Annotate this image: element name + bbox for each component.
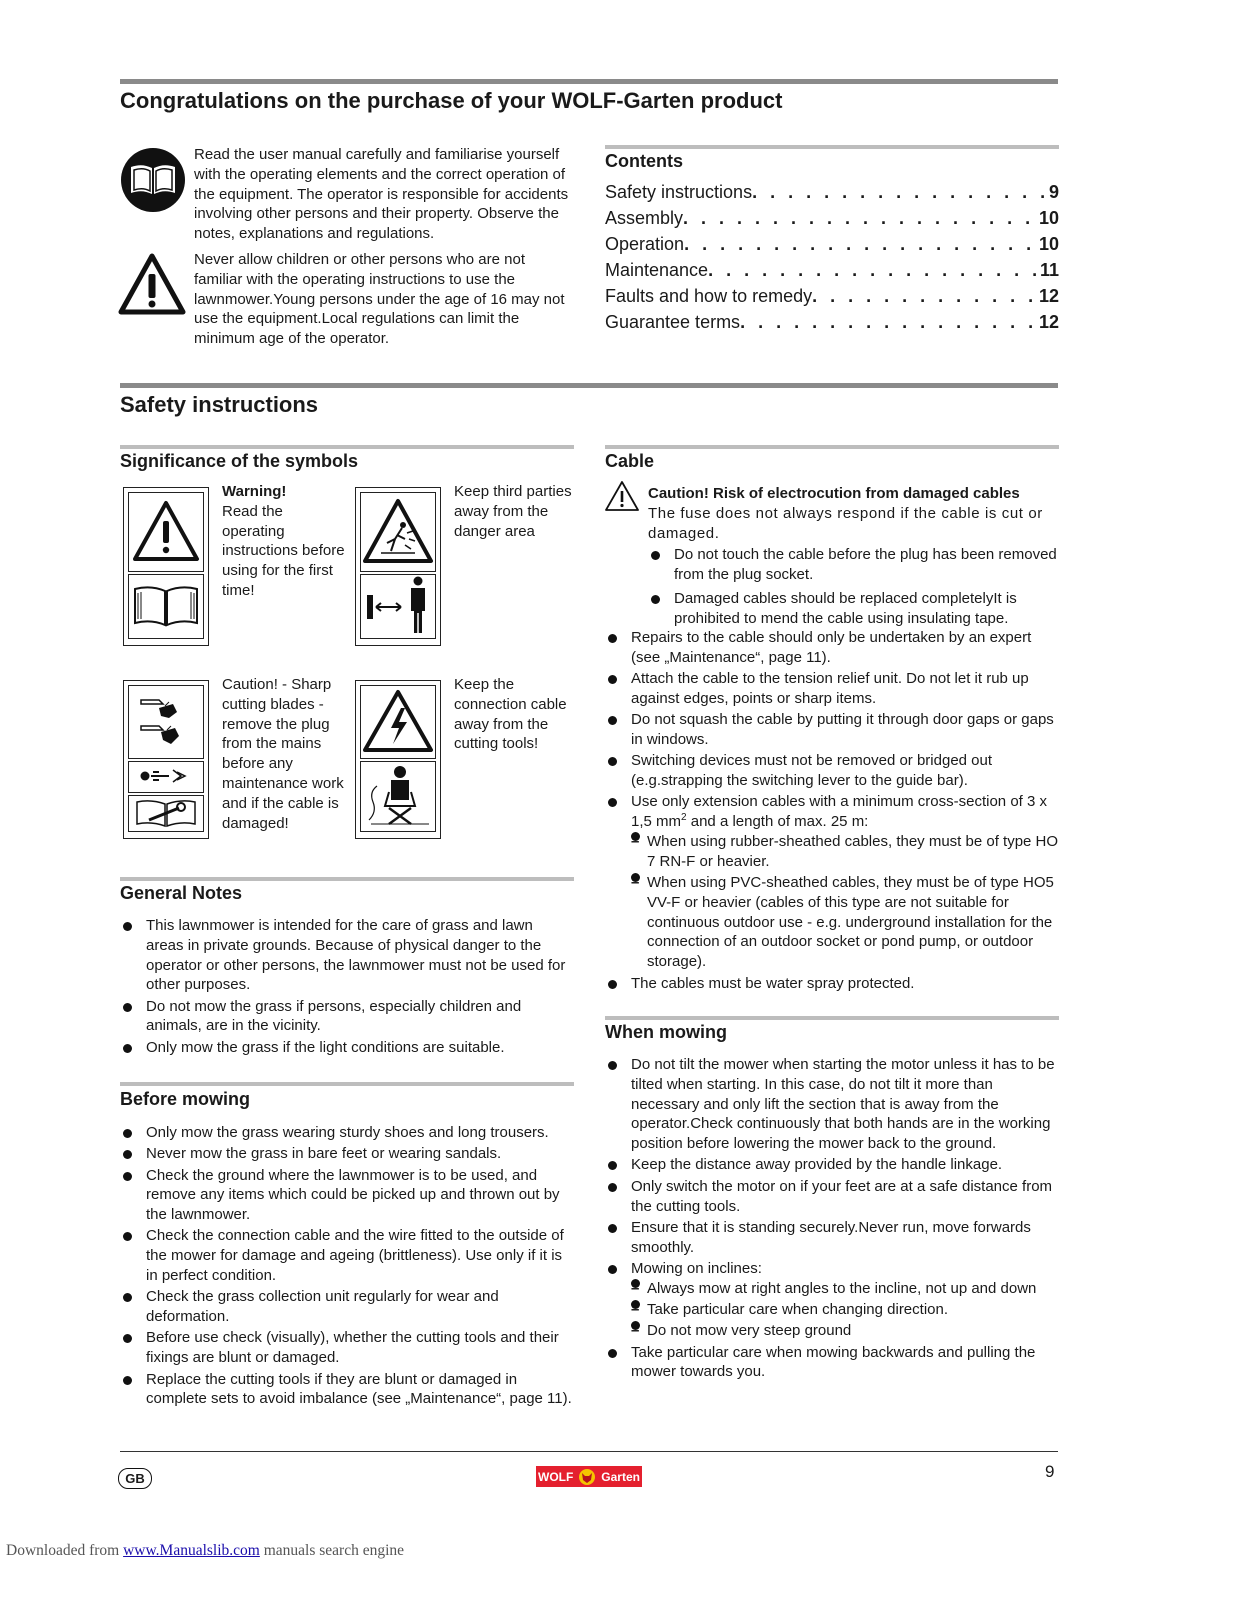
list-item: Check the connection cable and the wire fitted to the outside of the mower for damage and ageing (brittleness). Use only if it is in perfect condition.: [120, 1226, 574, 1285]
cable-title: Cable: [605, 451, 655, 471]
toc-item[interactable]: Safety instructions . . . 9: [605, 182, 1059, 208]
download-note: Downloaded from www.Manualslib.com manuals search engine: [6, 1542, 405, 1559]
dash-item: – Do not mow very steep ground: [631, 1321, 1059, 1341]
general-rule: [120, 877, 574, 881]
book-icon: [120, 147, 186, 213]
manualslib-link[interactable]: www.Manualslib.com: [123, 1542, 260, 1559]
dash-item: – When using rubber-sheathed cables, they must be of type HO 7 RN-F or heavier.: [631, 832, 1059, 872]
unplug-icon: [129, 762, 203, 790]
when-mowing-title: When mowing: [605, 1022, 727, 1042]
dash-item: – Take particular care when changing direction.: [631, 1300, 1059, 1320]
mowing-rule: [605, 1016, 1059, 1020]
warning-triangle-icon: [129, 493, 203, 569]
list-item: This lawnmower is intended for the care of grass and lawn areas in private grounds. Because of physical danger to the operator or other persons, the lawnmower must not be used for other purposes.: [120, 916, 574, 995]
list-item: Attach the cable to the tension relief unit. Do not let it rub up against edges, points or sharp items.: [605, 669, 1059, 709]
list-item: Before use check (visually), whether the cutting tools and their fixings are blunt or damaged.: [120, 1328, 574, 1368]
when-mowing-list: [605, 1055, 1059, 1384]
before-mowing-title: Before mowing: [120, 1089, 251, 1109]
contents-list: [605, 182, 1059, 338]
list-item-extension-cables: Use only extension cables with a minimum cross-section of 3 x 1,5 $mm^2$ and a length of max. 25 m: – When using rubber-sheathed cables, they must be of type HO 7 RN-F or heavier. – When using PVC-sheathed cables, they must be of type HO5 VV-F or heavier (cables of this type are not suitable for continuous outdoor use - e.g. underground installation for the connection of an outdoor socket or pond pump, or outdoor storage).: [605, 792, 1059, 972]
list-item: Switching devices must not be removed or bridged out (e.g.strapping the switching lever to the guide bar).: [605, 751, 1059, 791]
list-item: Keep the distance away provided by the handle linkage.: [605, 1155, 1059, 1175]
list-item: The cables must be water spray protected.: [605, 974, 1059, 994]
manual-wrench-icon: [129, 796, 203, 829]
list-item: Do not squash the cable by putting it through door gaps or gaps in windows.: [605, 710, 1059, 750]
list-item: Never mow the grass in bare feet or wearing sandals.: [120, 1144, 574, 1164]
toc-item[interactable]: Operation . . . 10: [605, 234, 1059, 260]
caution-triangle-icon: [604, 480, 640, 512]
list-item: Do not tilt the mower when starting the motor unless it has to be tilted when starting. In this case, do not tilt it more than necessary and only lift the section that is away from the operator.Check continuously that both hands are in the working position before lowering the mower back to the ground.: [605, 1055, 1059, 1154]
warning-triangle-icon: [118, 252, 186, 316]
cable-list: [605, 628, 1059, 995]
country-badge: GB: [118, 1468, 152, 1489]
symbols-title: Significance of the symbols: [120, 451, 359, 471]
safety-title: Safety instructions: [120, 392, 319, 417]
before-mowing-list: [120, 1123, 574, 1411]
toc-item[interactable]: Assembly . . . 10: [605, 208, 1059, 234]
cutting-blade-hand-icon: [129, 686, 203, 756]
toc-item[interactable]: Maintenance . . . 11: [605, 260, 1059, 286]
warning-symbol-text: Warning! Read the operating instructions before using for the first time!: [222, 483, 345, 599]
wolf-garten-logo: WOLF Garten: [536, 1466, 642, 1487]
list-item: Check the grass collection unit regularly for wear and deformation.: [120, 1287, 574, 1327]
dash-item: – When using PVC-sheathed cables, they must be of type HO5 VV-F or heavier (cables of this type are not suitable for continuous outdoor use - e.g. underground installation for the connection of an outdoor socket or pond pump, or outdoor storage).: [631, 873, 1059, 972]
list-item: Only mow the grass if the light conditions are suitable.: [120, 1038, 574, 1058]
third-parties-text: Keep third parties away from the danger area: [454, 483, 572, 540]
toc-item[interactable]: Faults and how to remedy . . . 12: [605, 286, 1059, 312]
wolf-head-icon: [578, 1468, 596, 1486]
list-item: Only mow the grass wearing sturdy shoes and long trousers.: [120, 1123, 574, 1143]
general-notes-list: [120, 916, 574, 1059]
list-item-inclines: Mowing on inclines: – Always mow at right angles to the incline, not up and down – Take particular care when changing direction. – Do not mow very steep ground: [605, 1259, 1059, 1341]
cable-away-text: Keep the connection cable away from the cutting tools!: [454, 676, 567, 753]
intro-read-text: Read the user manual carefully and familiarise yourself with the operating elements and the correct operation of the equipment. The operator is responsible for accidents involving other persons and their property. Observe the notes, explanations and regulations.: [194, 146, 569, 243]
contents-rule: [605, 145, 1059, 149]
cable-caution-block: [648, 484, 1059, 630]
book-icon: [129, 575, 203, 636]
list-item: Replace the cutting tools if they are blunt or damaged in complete sets to avoid imbalance (see „Maintenance“, page 11).: [120, 1370, 574, 1410]
third-parties-symbol: [355, 487, 441, 646]
intro-children-text: Never allow children or other persons who are not familiar with the operating instructions to use the lawnmower.Young persons under the age of 16 may not use the equipment.Local regulations can limit the minimum age of the operator.: [194, 251, 565, 348]
sharp-blades-symbol: [123, 680, 209, 839]
list-item: Only switch the motor on if your feet are at a safe distance from the cutting tools.: [605, 1177, 1059, 1217]
warning-read-symbol: [123, 487, 209, 646]
cable-rule: [605, 445, 1059, 449]
flying-debris-icon: [361, 493, 435, 569]
dash-item: – Always mow at right angles to the incline, not up and down: [631, 1279, 1059, 1299]
page-number: 9: [1045, 1462, 1055, 1481]
general-notes-title: General Notes: [120, 883, 243, 903]
list-item: Take particular care when mowing backwards and pulling the mower towards you.: [605, 1343, 1059, 1383]
cable-caution-title: Caution! Risk of electrocution from damaged cables: [648, 485, 1020, 502]
mower-operator-icon: [361, 762, 435, 829]
before-rule: [120, 1082, 574, 1086]
list-item: Do not touch the cable before the plug has been removed from the plug socket.: [648, 545, 1059, 585]
list-item: Damaged cables should be replaced completelyIt is prohibited to mend the cable using insulating tape.: [648, 589, 1059, 629]
cable-caution-list: [648, 545, 1059, 628]
list-item: Ensure that it is standing securely.Never run, move forwards smoothly.: [605, 1218, 1059, 1258]
high-voltage-icon: [361, 686, 435, 756]
safety-rule: [120, 383, 1058, 388]
list-item: Repairs to the cable should only be undertaken by an expert (see „Maintenance“, page 11).: [605, 628, 1059, 668]
electric-cable-symbol: [355, 680, 441, 839]
inclines-dash-list: [631, 1279, 1059, 1341]
list-item: Do not mow the grass if persons, especially children and animals, are in the vicinity.: [120, 997, 574, 1037]
top-rule: [120, 79, 1058, 84]
keep-distance-icon: [361, 575, 435, 636]
symbols-rule: [120, 445, 574, 449]
page-title: Congratulations on the purchase of your WOLF-Garten product: [120, 88, 783, 113]
sharp-blades-text: Caution! - Sharp cutting blades - remove the plug from the mains before any maintenance work and if the cable is damaged!: [222, 676, 344, 832]
toc-item[interactable]: Guarantee terms . . . 12: [605, 312, 1059, 338]
cable-caution-text: The fuse does not always respond if the cable is cut or damaged.: [648, 504, 1043, 542]
footer-rule: [120, 1451, 1058, 1452]
contents-title: Contents: [605, 151, 683, 171]
extension-cable-dash-list: [631, 832, 1059, 972]
list-item: Check the ground where the lawnmower is to be used, and remove any items which could be picked up and thrown out by the lawnmower.: [120, 1166, 574, 1225]
